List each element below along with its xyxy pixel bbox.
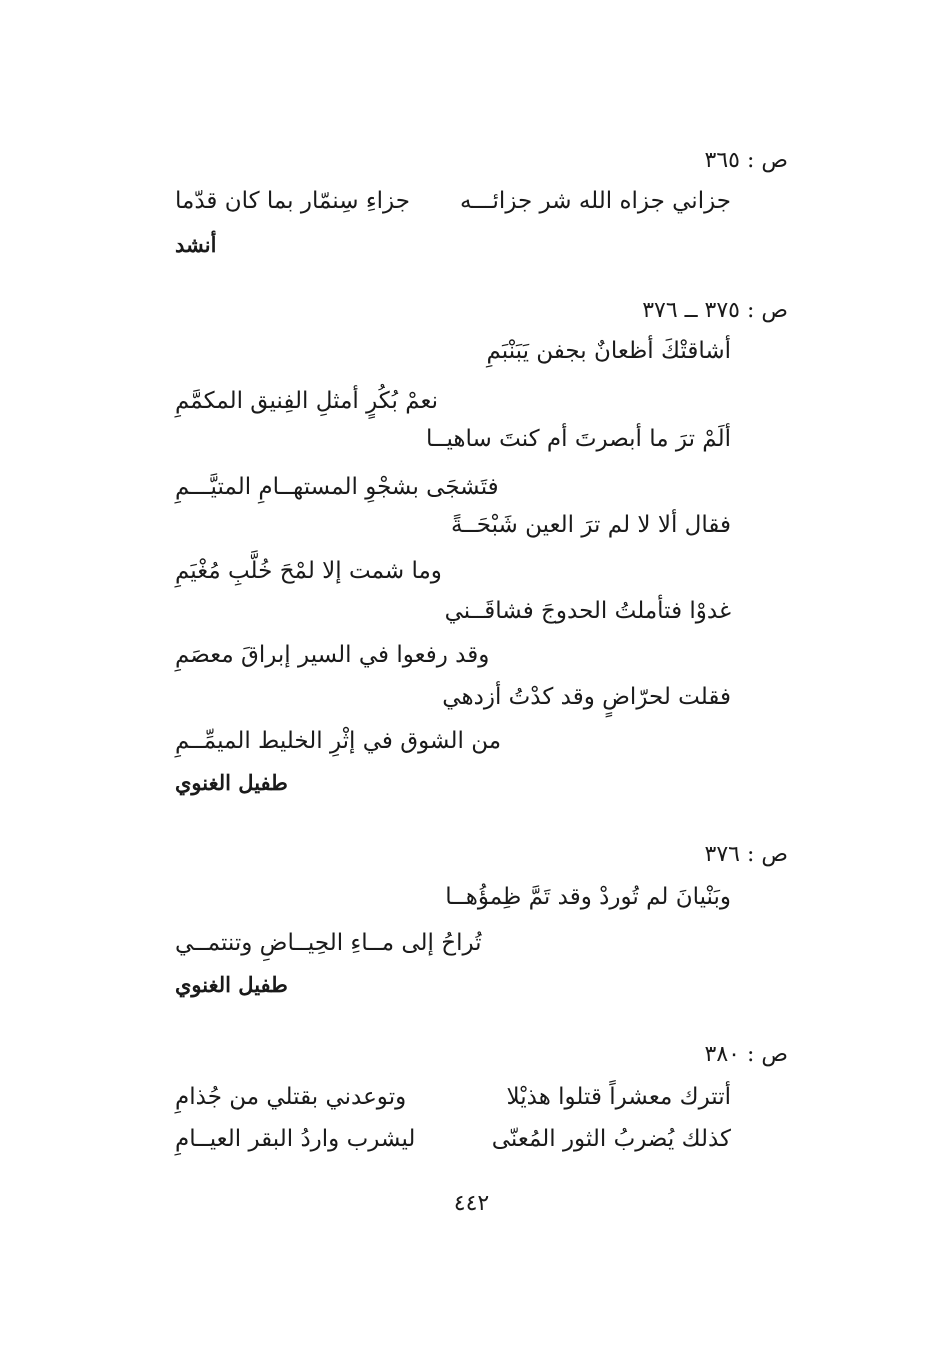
verse-line: فتَشجَى بشجْوِ المستهــامِ المتيَّـــمِ: [175, 474, 499, 500]
page-reference: ص : ٣٧٦: [704, 842, 788, 867]
page-reference: ص : ٣٦٥: [704, 148, 788, 173]
verse-hemistich-first: أتترك معشراً قتلوا هذيْلا: [506, 1084, 731, 1110]
page-reference: ص : ٣٧٥ ــ ٣٧٦: [642, 298, 788, 323]
verse-couplet: [175, 1124, 731, 1154]
poet-attribution: طفيل الغنوي: [175, 770, 288, 795]
poet-attribution: طفيل الغنوي: [175, 972, 288, 997]
verse-hemistich-second: جزاءِ سِنمّار بما كان قدّما: [175, 188, 410, 214]
verse-line: فقلت لحرّاضٍ وقد كدْتُ أزدهي: [442, 684, 731, 710]
verse-line: فقال ألا لا لم ترَ العين شَبْحَــةً: [450, 512, 731, 538]
poet-attribution: أنشد: [175, 232, 217, 257]
verse-line: وبَنْيانَ لم تُوردْ وقد تَمَّ ظِمؤُهــا: [445, 884, 731, 910]
verse-line: وقد رفعوا في السير إبراقَ معصَمِ: [175, 642, 490, 668]
page-reference: ص : ٣٨٠: [704, 1042, 788, 1067]
verse-hemistich-second: ليشرب واردُ البقر العيــامِ: [175, 1126, 416, 1152]
verse-line: وما شمت إلا لمْحَ خُلَّبِ مُغْيَمِ: [175, 558, 442, 584]
verse-hemistich-first: كذلك يُضربُ الثور المُعنّى: [491, 1126, 731, 1152]
verse-line: أشاقتْكَ أظعانٌ بجفن يَبَنْبَمِ: [486, 338, 731, 364]
verse-hemistich-second: وتوعدني بقتلي من جُذامِ: [175, 1084, 407, 1110]
verse-line: تُراحُ إلى مــاءِ الحِيــاضِ وتنتمــي: [175, 930, 482, 956]
verse-line: غدوْا فتأملتُ الحدوجَ فشاقَــني: [444, 598, 731, 624]
verse-line: ألَمْ ترَ ما أبصرتَ أم كنتَ ساهيــا: [425, 426, 731, 452]
verse-line: نعمْ بُكُرٍ أمثلِ الفِنيق المكمَّمِ: [175, 388, 439, 414]
page-number: ٤٤٢: [453, 1191, 490, 1216]
verse-line: من الشوق في إثْرِ الخليط الميمِّــمِ: [175, 728, 502, 754]
verse-hemistich-first: جزاني جزاه الله شر جزائـــه: [459, 188, 731, 214]
verse-couplet: [175, 1082, 731, 1112]
